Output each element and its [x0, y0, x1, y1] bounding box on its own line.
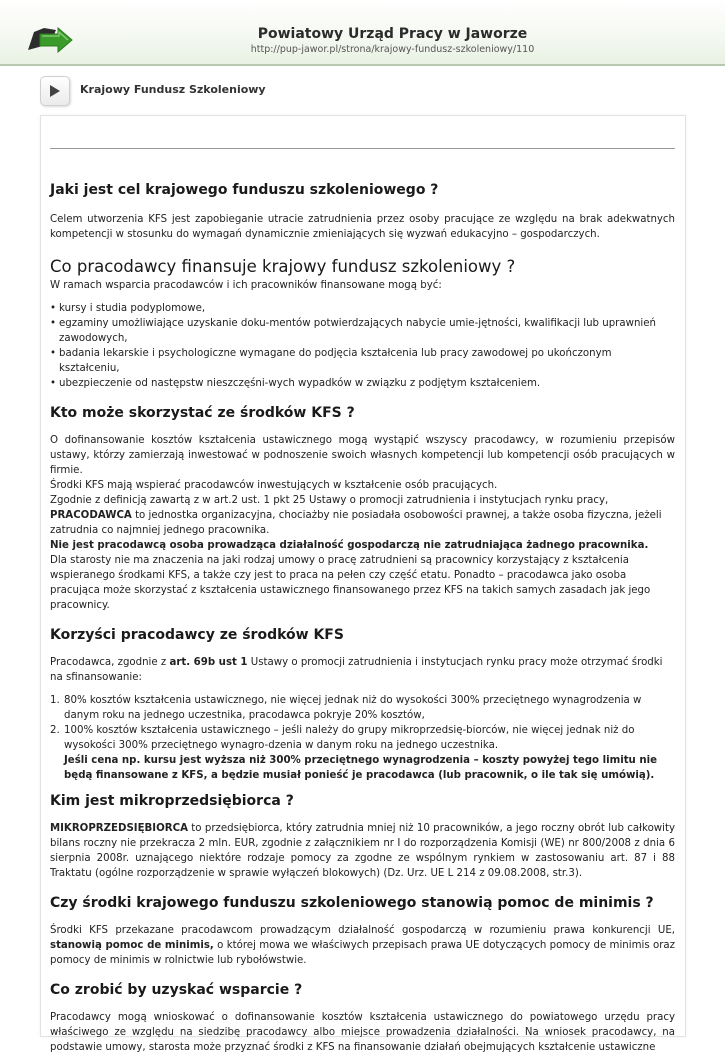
paragraph: O dofinansowanie kosztów kształcenia ustawicznego mogą wystąpić wszyscy pracodawcy, w rozumieniu przepisów ustawy, którzy zamierzają inwestować w podnoszenie swoich własnych kompetencji lub kompetencji osób pracujących w firmie.: [50, 435, 675, 476]
page-url[interactable]: http://pup-jawor.pl/strona/krajowy-fundusz-szkoleniowy/110: [250, 44, 535, 55]
text-bold: stanowią pomoc de minimis,: [50, 940, 214, 951]
section-text: [50, 821, 675, 881]
list-text: 80% kosztów kształcenia ustawicznego, nie więcej jednak niż do wysokości 300% przeciętnego wynagrodzenia w danym roku na jednego uczestnika, pracodawca pokryje 20% kosztów,: [64, 695, 642, 721]
page-header: [0, 0, 725, 66]
arrow-right-icon[interactable]: [40, 76, 70, 106]
text-span: Zgodnie z definicją zawartą z w art.2 ust. 1 pkt 25 Ustawy o promocji zatrudnienia i instytucjach rynku pracy,: [50, 495, 609, 506]
site-title: Powiatowy Urząd Pracy w Jaworze: [257, 26, 528, 42]
paragraph: Środki KFS mają wspierać pracodawców inwestujących w kształcenie osób pracujących.: [50, 480, 498, 491]
divider: [50, 148, 675, 149]
paragraph-bold: Nie jest pracodawcą osoba prowadząca działalność gospodarczą nie zatrudniająca żadnego pracownika.: [50, 540, 649, 551]
list-item: • badania lekarskie i psychologiczne wymagane do podjęcia kształcenia lub pracy zawodowej po ukończonym kształceniu,: [50, 346, 675, 376]
article-content: [50, 180, 675, 1055]
text-bold: art. 69b ust 1: [169, 657, 248, 668]
list-item: • egzaminy umożliwiające uzyskanie doku-mentów potwierdzających nabycie umie-jętności, kwalifikacji lub uprawnień zawodowych,: [50, 316, 675, 346]
list-item: • ubezpieczenie od następstw nieszczęśni-wych wypadków w związku z podjętym kształceniem.: [50, 376, 675, 391]
list-item: [50, 723, 675, 783]
section-body: [50, 433, 675, 613]
paragraph: [50, 493, 675, 538]
list-number: 1.: [50, 695, 60, 706]
text-span: Ustawy o promocji zatrudnienia i instytucjach rynku pracy może otrzymać środki na sfinansowanie:: [50, 657, 663, 683]
section-heading: Jaki jest cel krajowego funduszu szkoleniowego ?: [50, 182, 439, 198]
section-heading: Korzyści pracodawcy ze środków KFS: [50, 627, 344, 643]
text-span: Pracodawca, zgodnie z: [50, 657, 170, 668]
list-number: 2.: [50, 725, 60, 736]
funding-list: [50, 301, 675, 391]
breadcrumb-title: Krajowy Fundusz Szkoleniowy: [80, 83, 266, 96]
text-span: to jednostka organizacyjna, chociażby nie posiadała osobowości prawnej, a także osoba fizyczna, jeżeli zatrudnia co najmniej jednego pracownika.: [50, 510, 662, 536]
list-item: • kursy i studia podyplomowe,: [50, 301, 675, 316]
section-heading: Kim jest mikroprzedsiębiorca ?: [50, 793, 294, 809]
term-micro: MIKROPRZEDSIĘBIORCA: [50, 823, 188, 834]
arrow-logo-icon[interactable]: [26, 20, 74, 56]
text-span: o której mowa we właściwych przepisach prawa UE dotyczących pomocy de minimis oraz pomocy de minimis w rolnictwie lub rybołówstwie.: [50, 940, 675, 966]
paragraph: Dla starosty nie ma znaczenia na jaki rodzaj umowy o pracę zatrudnieni są pracownicy korzystający z kształcenia wspieranego środkami KFS, a także czy jest to praca na pełen czy część etatu. Ponadto – pracodawca jako osoba pracująca może skorzystać z kształcenia ustawicznego finansowanego przez KFS na takich samych zasadach jak jego pracownicy.: [50, 555, 651, 611]
list-text: 100% kosztów kształcenia ustawicznego – jeśli należy do grupy mikroprzedsię-biorców, nie więcej jednak niż do wysokości 300% przeciętnego wynagro-dzenia w danym roku na jednego uczestnika.: [64, 725, 635, 751]
list-item: [50, 693, 675, 723]
section-intro: [50, 655, 675, 685]
section-text: Celem utworzenia KFS jest zapobieganie utracie zatrudnienia przez osoby pracujące ze względu na brak adekwatnych kompetencji w stosunku do wymagań dynamicznie zmieniających się wyzwań edukacyjno – gospodarczych.: [50, 214, 675, 240]
section-heading: Co zrobić by uzyskać wsparcie ?: [50, 982, 303, 998]
term-employer: PRACODAWCA: [50, 510, 132, 521]
list-note-bold: Jeśli cena np. kursu jest wyższa niż 300% przeciętnego wynagrodzenia – koszty powyżej tego limitu nie będą finansowane z KFS, a będzie musiał ponieść je pracodawca (lub pracownik, o ile tak się umówią).: [64, 755, 658, 781]
section-text: [50, 923, 675, 968]
text-span: to przedsiębiorca, który zatrudnia mniej niż 10 pracowników, a jego roczny obrót lub całkowity bilans roczny nie przekracza 2 mln. EUR, zgodnie z załącznikiem nr I do rozporządzenia Komisji (WE) nr 800/2008 z dnia 6 sierpnia 2008r. uznającego niektóre rodzaje pomocy za zgodne ze wspólnym rynkiem w zastosowaniu art. 87 i 88 Traktatu (ogólne rozporządzenie w sprawie wyłączeń blokowych) (Dz. Urz. UE L 214 z 09.08.2008, str.3).: [50, 823, 675, 879]
section-text: Pracodawcy mogą wnioskować o dofinansowanie kosztów kształcenia ustawicznego do powiatowego urzędu pracy właściwego ze względu na siedzibę pracodawcy albo miejsce prowadzenia działalności. Na wniosek pracodawcy, na podstawie umowy, starosta może przyznać środki z KFS na finansowanie działań obejmujących kształcenie ustawiczne: [50, 1012, 675, 1053]
section-heading-large: Co pracodawcy finansuje krajowy fundusz szkoleniowy ?: [50, 257, 516, 276]
text-span: Środki KFS przekazane pracodawcom prowadzącym działalność gospodarczą w rozumieniu prawa konkurencji UE,: [50, 925, 675, 936]
benefits-list: [50, 693, 675, 783]
section-heading: Kto może skorzystać ze środków KFS ?: [50, 405, 355, 421]
section-intro: W ramach wsparcia pracodawców i ich pracowników finansowane mogą być:: [50, 280, 442, 291]
section-heading: Czy środki krajowego funduszu szkoleniowego stanowią pomoc de minimis ?: [50, 895, 654, 911]
